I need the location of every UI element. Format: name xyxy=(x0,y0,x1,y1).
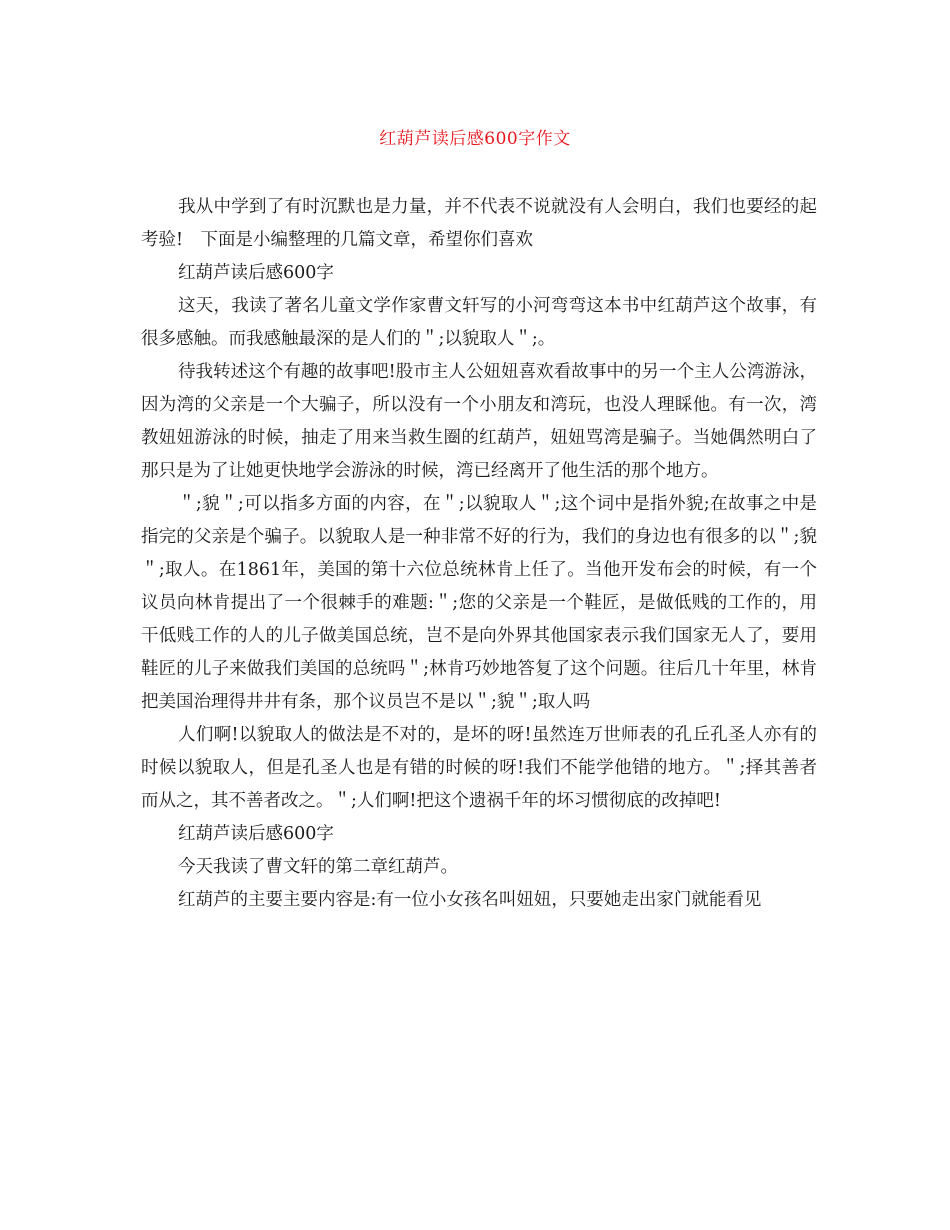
paragraph: 待我转述这个有趣的故事吧!股市主人公妞妞喜欢看故事中的另一个主人公湾游泳，因为湾的父亲是一个大骗子，所以没有一个小朋友和湾玩，也没人理睬他。有一次，湾教妞妞游泳的时候，抽走了用来当救生圈的红葫芦，妞妞骂湾是骗子。当她偶然明白了那只是为了让她更快地学会游泳的时候，湾已经离开了他生活的那个地方。 xyxy=(141,362,817,481)
document-title: 红葫芦读后感600字作文 xyxy=(379,129,571,149)
paragraph: 这天，我读了著名儿童文学作家曹文轩写的小河弯弯这本书中红葫芦这个故事，有很多感触。而我感触最深的是人们的＂;以貌取人＂;。 xyxy=(141,296,817,349)
paragraph: 红葫芦的主要主要内容是:有一位小女孩名叫妞妞，只要她走出家门就能看见 xyxy=(178,890,762,910)
paragraph: 人们啊!以貌取人的做法是不对的，是坏的呀!虽然连万世师表的孔丘孔圣人亦有的时候以貌取人，但是孔圣人也是有错的时候的呀!我们不能学他错的地方。＂;择其善者而从之，其不善者改之。＂;人们啊!把这个遗祸千年的坏习惯彻底的改掉吧! xyxy=(141,725,817,811)
paragraph: 今天我读了曹文轩的第二章红葫芦。 xyxy=(178,857,458,877)
document-body xyxy=(141,191,817,917)
paragraph-intro: 我从中学到了有时沉默也是力量，并不代表不说就没有人会明白，我们也要经的起考验! 下面是小编整理的几篇文章，希望你们喜欢 xyxy=(141,197,817,250)
paragraph: ＂;貌＂;可以指多方面的内容，在＂;以貌取人＂;这个词中是指外貌;在故事之中是指完的父亲是个骗子。以貌取人是一种非常不好的行为，我们的身边也有很多的以＂;貌＂;取人。在1861年，美国的第十六位总统林肯上任了。当他开发布会的时候，有一个议员向林肯提出了一个很棘手的难题:＂;您的父亲是一个鞋匠，是做低贱的工作的，用干低贱工作的人的儿子做美国总统，岂不是向外界其他国家表示我们国家无人了，要用鞋匠的儿子来做我们美国的总统吗＂;林肯巧妙地答复了这个问题。往后几十年里，林肯把美国治理得井井有条，那个议员岂不是以＂;貌＂;取人吗 xyxy=(141,494,817,712)
section-heading: 红葫芦读后感600字 xyxy=(178,263,334,283)
section-heading: 红葫芦读后感600字 xyxy=(178,824,334,844)
